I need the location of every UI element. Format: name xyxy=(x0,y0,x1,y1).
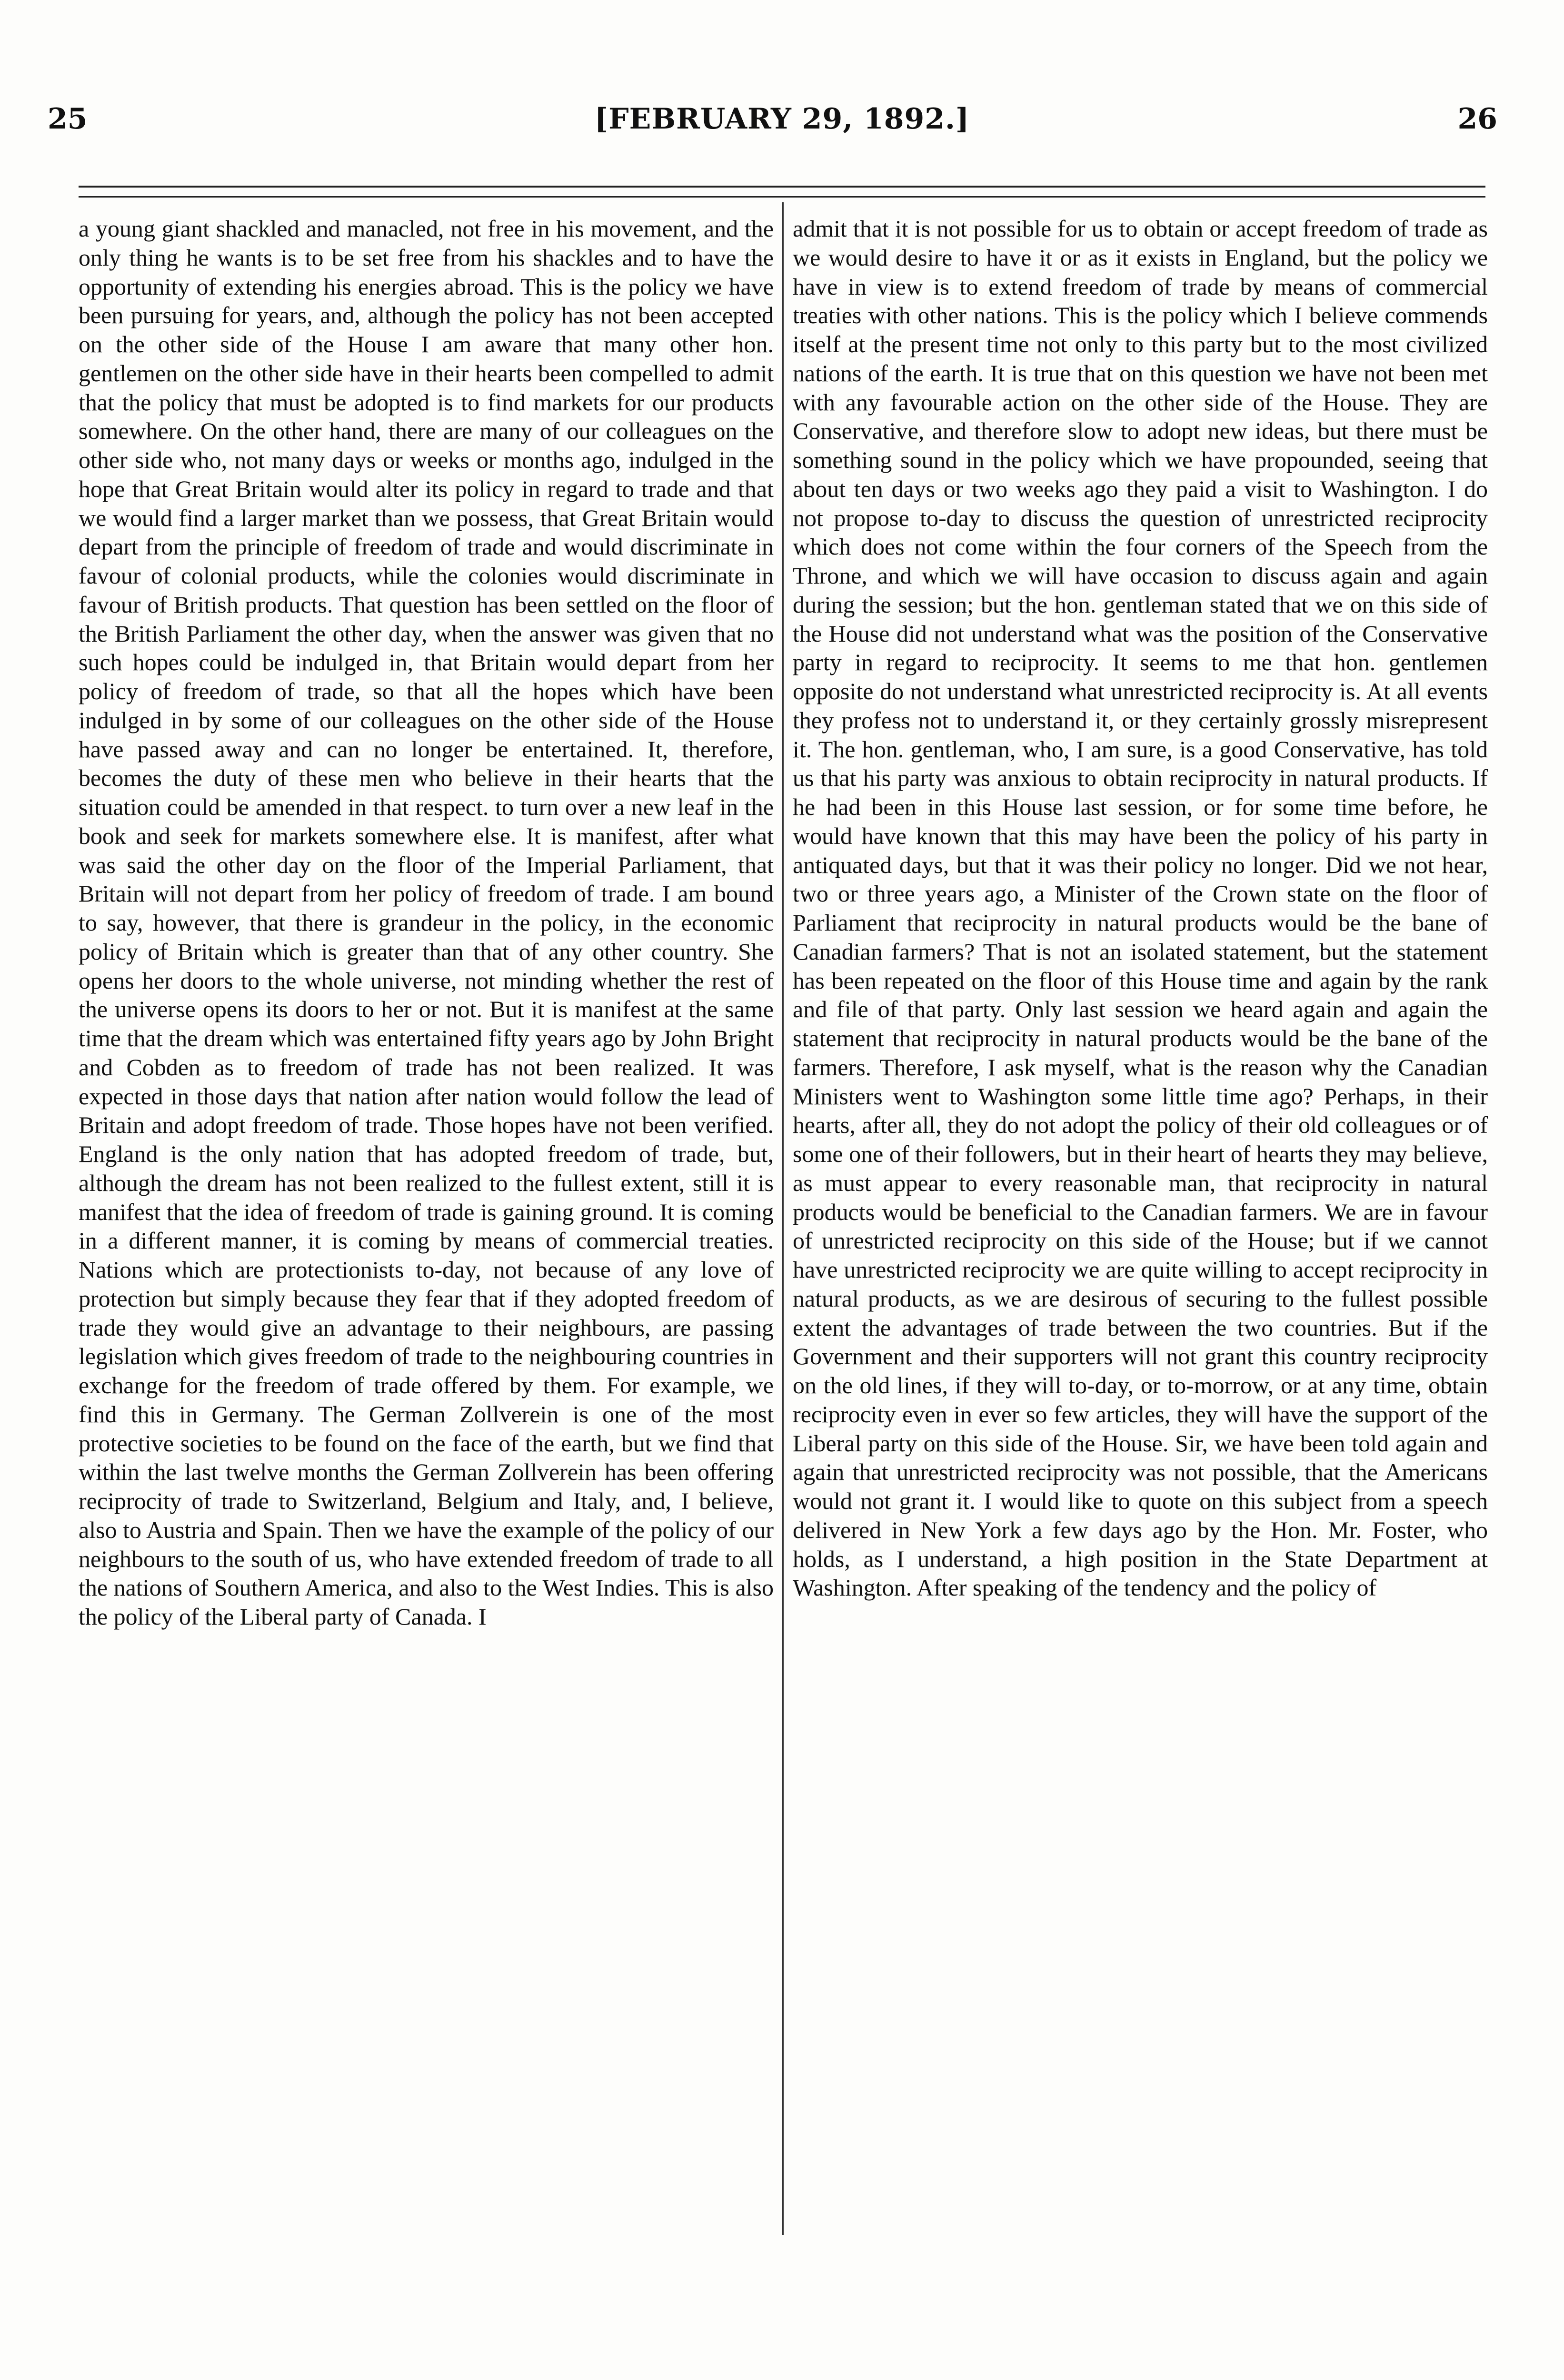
page-header xyxy=(0,102,1564,159)
page-number-right: 26 xyxy=(1457,102,1497,136)
column-right-text: admit that it is not possible for us to obtain or accept freedom of trade as we would desire to have it or as it exists in England, but the policy we have in view is to extend freedom of trade by means of commercial treaties with other nations. This is the policy which I believe commends itself at the present time not only to this party but to the most civilized nations of the earth. It is true that on this question we have not been met with any favourable action on the other side of the House. They are Conservative, and therefore slow to adopt new ideas, but there must be something sound in the policy which we have propounded, seeing that about ten days or two weeks ago they paid a visit to Washington. I do not propose to-day to discuss the question of unrestricted reciprocity which does not come within the four corners of the Speech from the Throne, and which we will have occasion to discuss again and again during the session; but the hon. gentleman stated that we on this side of the House did not understand what was the position of the Conservative party in regard to reciprocity. It seems to me that hon. gentlemen opposite do not understand what unrestricted reciprocity is. At all events they profess not to understand it, or they certainly grossly misrepresent it. The hon. gentleman, who, I am sure, is a good Conservative, has told us that his party was anxious to obtain reciprocity in natural products. If he had been in this House last session, or for some time before, he would have known that this may have been the policy of his party in antiquated days, but that it was their policy no longer. Did we not hear, two or three years ago, a Minister of the Crown state on the floor of Parliament that reciprocity in natural products would be the bane of Canadian farmers? That is not an isolated statement, but the statement has been repeated on the floor of this House time and again by the rank and file of that party. Only last session we heard again and again the statement that reciprocity in natural products would be the bane of the farmers. Therefore, I ask myself, what is the reason why the Canadian Ministers went to Washington some little time ago? Perhaps, in their hearts, after all, they do not adopt the policy of their old colleagues or of some one of their followers, but in their heart of hearts they may believe, as must appear to every reasonable man, that reciprocity in natural products would be beneficial to the Canadian farmers. We are in favour of unrestricted reciprocity on this side of the House; but if we cannot have unrestricted reciprocity we are quite willing to accept reciprocity in natural products, as we are desirous of securing to the fullest possible extent the advantages of trade between the two countries. But if the Government and their supporters will not grant this country reciprocity on the old lines, if they will to-day, or to-morrow, or at any time, obtain reciprocity even in ever so few articles, they will have the support of the Liberal party on this side of the House. Sir, we have been told again and again that unrestricted reciprocity was not possible, that the Americans would not grant it. I would like to quote on this subject from a speech delivered in New York a few days ago by the Hon. Mr. Foster, who holds, as I understand, a high position in the State Department at Washington. After speaking of the tendency and the policy of xyxy=(793,215,1488,1601)
text-column-right xyxy=(793,214,1488,2237)
header-rule xyxy=(79,186,1485,188)
dateline: [FEBRUARY 29, 1892.] xyxy=(594,102,970,136)
text-column-left xyxy=(79,214,774,2237)
column-left-text: a young giant shackled and manacled, not free in his movement, and the only thing he wants is to be set free from his shackles and to have the opportunity of extending his energies abroad. This is the policy we have been pursuing for years, and, although the policy has not been accepted on the other side of the House I am aware that many other hon. gentlemen on the other side have in their hearts been compelled to admit that the policy that must be adopted is to find markets for our products somewhere. On the other hand, there are many of our colleagues on the other side who, not many days or weeks or months ago, indulged in the hope that Great Britain would alter its policy in regard to trade and that we would find a larger market than we possess, that Great Britain would depart from the principle of freedom of trade and would discriminate in favour of colonial products, while the colonies would discriminate in favour of British products. That question has been settled on the floor of the British Parliament the other day, when the answer was given that no such hopes could be indulged in, that Britain would depart from her policy of freedom of trade, so that all the hopes which have been indulged in by some of our colleagues on the other side of the House have passed away and can no longer be entertained. It, therefore, becomes the duty of these men who believe in their hearts that the situation could be amended in that respect. to turn over a new leaf in the book and seek for markets somewhere else. It is manifest, after what was said the other day on the floor of the Imperial Parliament, that Britain will not depart from her policy of freedom of trade. I am bound to say, however, that there is grandeur in the policy, in the economic policy of Britain which is greater than that of any other country. She opens her doors to the whole universe, not minding whether the rest of the universe opens its doors to her or not. But it is manifest at the same time that the dream which was entertained fifty years ago by John Bright and Cobden as to freedom of trade has not been realized. It was expected in those days that nation after nation would follow the lead of Britain and adopt freedom of trade. Those hopes have not been verified. England is the only nation that has adopted freedom of trade, but, although the dream has not been realized to the fullest extent, still it is manifest that the idea of freedom of trade is gaining ground. It is coming in a different manner, it is coming by means of commercial treaties. Nations which are protectionists to-day, not because of any love of protection but simply because they fear that if they adopted freedom of trade they would give an advantage to their neighbours, are passing legislation which gives freedom of trade to the neighbouring countries in exchange for the freedom of trade offered by them. For example, we find this in Germany. The German Zollverein is one of the most protective societies to be found on the face of the earth, but we find that within the last twelve months the German Zollverein has been offering reciprocity of trade to Switzerland, Belgium and Italy, and, I believe, also to Austria and Spain. Then we have the example of the policy of our neighbours to the south of us, who have extended freedom of trade to all the nations of Southern America, and also to the West Indies. This is also the policy of the Liberal party of Canada. I xyxy=(79,215,774,1630)
column-divider xyxy=(782,202,784,2235)
header-rule-thin xyxy=(79,196,1485,198)
page-number-left: 25 xyxy=(48,102,88,136)
